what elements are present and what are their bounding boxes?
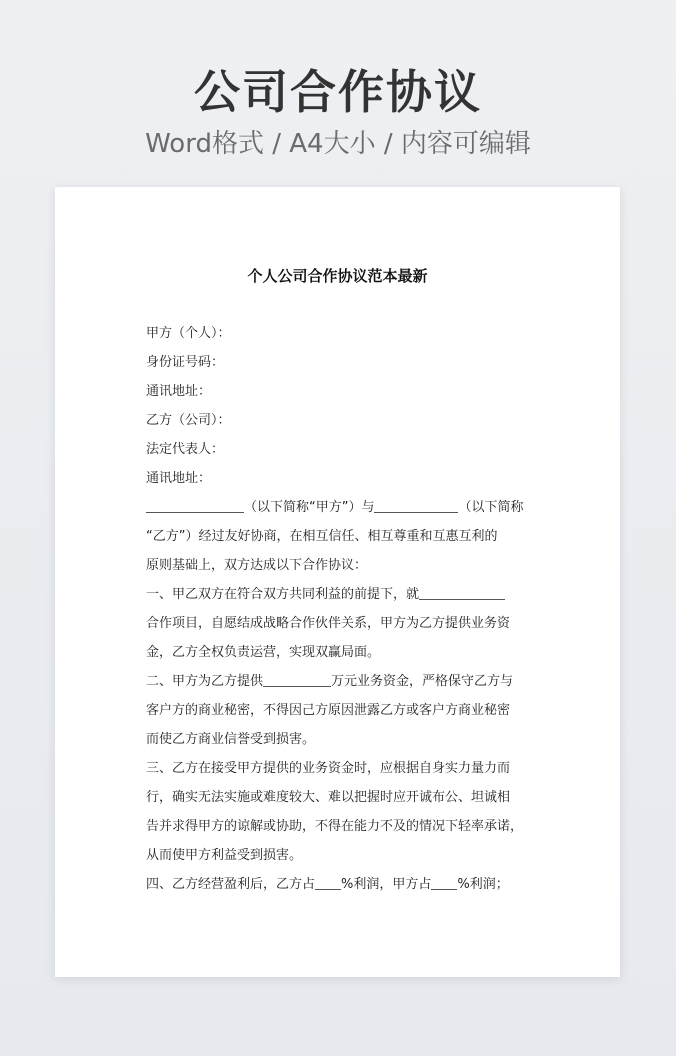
main-title: 公司合作协议 bbox=[194, 65, 482, 119]
clause-3-line-3: 告并求得甲方的谅解或协助，不得在能力不及的情况下轻率承诺， bbox=[146, 819, 524, 834]
preamble-line-3: 原则基础上，双方达成以下合作协议： bbox=[146, 558, 368, 573]
party-b-label: 乙方（公司）： bbox=[146, 413, 231, 428]
legal-rep-label: 法定代表人： bbox=[146, 442, 225, 457]
clause-3-line-2: 行，确实无法实施或难度较大、难以把握时应开诚布公、坦诚相 bbox=[146, 790, 511, 805]
document-title: 个人公司合作协议范本最新 bbox=[247, 267, 428, 285]
page-header bbox=[0, 62, 676, 162]
clause-1-line-1: 一、甲乙双方在符合双方共同利益的前提下，就 bbox=[146, 580, 542, 609]
blank-party-a-percent[interactable] bbox=[431, 873, 457, 890]
blank-amount[interactable] bbox=[263, 670, 331, 687]
clause-2-line-3: 而使乙方商业信誉受到损害。 bbox=[146, 732, 316, 747]
id-number-label: 身份证号码： bbox=[146, 355, 225, 370]
clause-3-line-4: 从而使甲方利益受到损害。 bbox=[146, 848, 303, 863]
blank-party-a[interactable] bbox=[146, 496, 244, 513]
preamble-line-1: （以下简称“甲方”）与 （以下简称 bbox=[146, 493, 542, 522]
clause-2-line-1: 二、甲方为乙方提供 万元业务资金，严格保守乙方与 bbox=[146, 667, 542, 696]
blank-party-b[interactable] bbox=[374, 496, 458, 513]
clause-1-line-3: 金，乙方全权负责运营，实现双赢局面。 bbox=[146, 645, 381, 660]
blank-project[interactable] bbox=[419, 583, 505, 600]
party-a-label: 甲方（个人）： bbox=[146, 326, 231, 341]
document-body bbox=[146, 319, 542, 899]
blank-party-b-percent[interactable] bbox=[315, 873, 341, 890]
subtitle: Word格式 / A4大小 / 内容可编辑 bbox=[145, 129, 531, 159]
clause-2-line-2: 客户方的商业秘密，不得因己方原因泄露乙方或客户方商业秘密 bbox=[146, 703, 511, 718]
clause-3-line-1: 三、乙方在接受甲方提供的业务资金时，应根据自身实力量力而 bbox=[146, 761, 511, 776]
clause-1-line-2: 合作项目，自愿结成战略合作伙伴关系，甲方为乙方提供业务资 bbox=[146, 616, 511, 631]
preamble-line-2: “乙方”）经过友好协商，在相互信任、相互尊重和互惠互利的 bbox=[146, 529, 498, 544]
address-label-b: 通讯地址： bbox=[146, 471, 212, 486]
document-page bbox=[55, 187, 620, 977]
address-label-a: 通讯地址： bbox=[146, 384, 212, 399]
clause-4-line-1: 四、乙方经营盈利后，乙方占 %利润，甲方占 %利润； bbox=[146, 870, 542, 899]
